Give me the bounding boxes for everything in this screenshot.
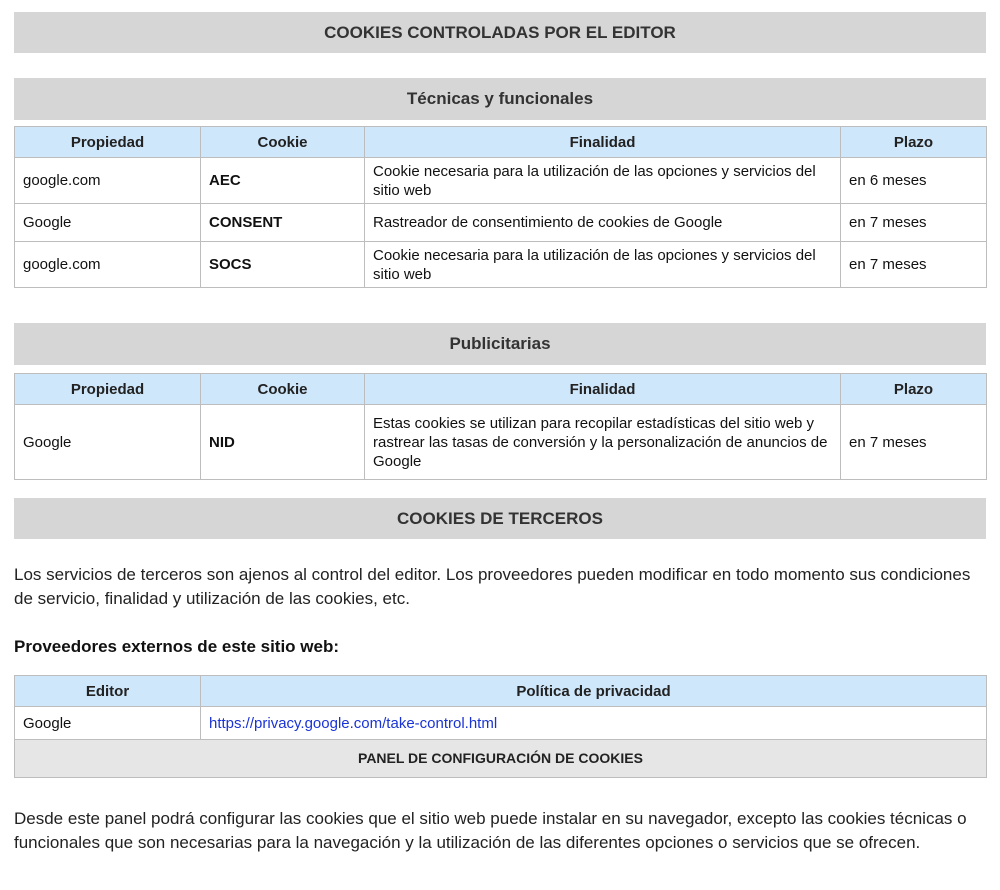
tecnicas-banner: Técnicas y funcionales: [14, 78, 986, 120]
proveedores-heading: Proveedores externos de este sitio web:: [14, 637, 340, 656]
col-header-plazo: Plazo: [841, 127, 987, 158]
cell-cookie: NID: [201, 405, 365, 480]
panel-description: Desde este panel podrá configurar las cookies que el sitio web puede instalar en su navegador, excepto las cookies técnicas o funcionales que son necesarias para la navegación y la utilización de las diferentes opciones o servicios que se ofrecen.: [14, 809, 967, 852]
cookie-settings-panel-header: PANEL DE CONFIGURACIÓN DE COOKIES: [15, 740, 987, 778]
col-header-propiedad: Propiedad: [15, 127, 201, 158]
tecnicas-table: [14, 126, 987, 288]
table-row: [15, 707, 987, 740]
privacy-policy-link[interactable]: https://privacy.google.com/take-control.html: [201, 707, 987, 740]
cell-cookie: CONSENT: [201, 204, 365, 242]
cell-plazo: en 7 meses: [841, 242, 987, 288]
col-header-plazo: Plazo: [841, 374, 987, 405]
cell-propiedad: google.com: [15, 158, 201, 204]
cell-editor: Google: [15, 707, 201, 740]
cell-propiedad: Google: [15, 405, 201, 480]
col-header-finalidad: Finalidad: [365, 374, 841, 405]
col-header-politica: Política de privacidad: [201, 676, 987, 707]
table-row: [15, 204, 987, 242]
cell-cookie: AEC: [201, 158, 365, 204]
cell-plazo: en 7 meses: [841, 405, 987, 480]
cell-propiedad: google.com: [15, 242, 201, 288]
cell-plazo: en 6 meses: [841, 158, 987, 204]
cell-finalidad: Estas cookies se utilizan para recopilar estadísticas del sitio web y rastrear las tasas de conversión y la personalización de anuncios de Google: [365, 405, 841, 480]
cell-cookie: SOCS: [201, 242, 365, 288]
cell-finalidad: Cookie necesaria para la utilización de las opciones y servicios del sitio web: [365, 242, 841, 288]
terceros-description: Los servicios de terceros son ajenos al control del editor. Los proveedores pueden modificar en todo momento sus condiciones de servicio, finalidad y utilización de las cookies, etc.: [14, 565, 971, 608]
publicitarias-table: [14, 373, 987, 480]
table-row: [15, 242, 987, 288]
cell-plazo: en 7 meses: [841, 204, 987, 242]
col-header-cookie: Cookie: [201, 127, 365, 158]
table-row: [15, 158, 987, 204]
terceros-banner: COOKIES DE TERCEROS: [14, 498, 986, 539]
cell-propiedad: Google: [15, 204, 201, 242]
col-header-finalidad: Finalidad: [365, 127, 841, 158]
col-header-cookie: Cookie: [201, 374, 365, 405]
cell-finalidad: Rastreador de consentimiento de cookies de Google: [365, 204, 841, 242]
table-row: [15, 405, 987, 480]
col-header-propiedad: Propiedad: [15, 374, 201, 405]
editor-cookies-banner: COOKIES CONTROLADAS POR EL EDITOR: [14, 12, 986, 53]
proveedores-table: [14, 675, 987, 778]
cell-finalidad: Cookie necesaria para la utilización de las opciones y servicios del sitio web: [365, 158, 841, 204]
publicitarias-banner: Publicitarias: [14, 323, 986, 365]
col-header-editor: Editor: [15, 676, 201, 707]
